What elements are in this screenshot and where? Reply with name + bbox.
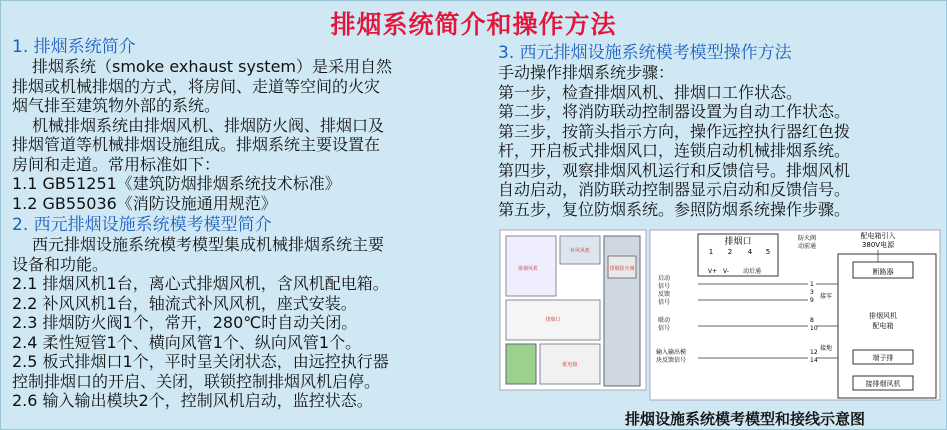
breaker-label: 断路器 [872, 268, 894, 276]
s3-step: 第三步，按箭头指示方向，操作远控执行器红色拨 [498, 121, 851, 141]
s2-line: 设备和功能。 [12, 254, 109, 274]
left-label: 反馈 [658, 291, 671, 298]
standard-item: 1.2 GB55036《消防设施通用规范》 [12, 193, 277, 213]
s3-step: 自动启动，消防联动控制器显示启动和反馈信号。 [498, 180, 851, 199]
terminal-no: 2 [727, 248, 733, 256]
term-a: 3 [810, 289, 814, 296]
section-2-heading: 2. 西元排烟设施系统模考模型简介 [12, 215, 272, 235]
power-title: 配电箱引入 [860, 232, 896, 240]
terminal-no: 5 [765, 248, 771, 256]
box-label: V- [723, 268, 729, 275]
term-a: 9 [810, 297, 814, 304]
ground-label: 接地 [820, 345, 833, 352]
model-diagram [498, 226, 943, 406]
s1-line: 排烟或机械排烟的方式，将房间、走道等空间的火灾 [12, 76, 381, 96]
cabinet-label: 配电箱 [872, 322, 894, 330]
model-label: 排烟防火阀 [609, 266, 635, 272]
left-label: 信号 [658, 325, 671, 332]
s2-item: 控制排烟口的开启、关闭，联锁控制排烟风机启停。 [12, 371, 381, 391]
left-label: 联动 [658, 317, 671, 324]
s2-item: 2.3 排烟防火阀1个，常开，280℃时自动关闭。 [12, 313, 358, 332]
left-label: 块反馈信号 [656, 357, 687, 364]
model-label: 排烟口 [545, 317, 561, 323]
zero-label: 接零 [820, 293, 833, 300]
model-figure [498, 226, 943, 428]
model-label: 配电箱 [562, 362, 578, 368]
s3-step: 第二步，将消防联动控制器设置为自动工作状态。 [498, 102, 851, 121]
section-1-heading: 1. 排烟系统简介 [12, 37, 136, 57]
terminal-no: 4 [747, 248, 753, 256]
left-label: 信号 [658, 299, 671, 306]
model-module [506, 344, 536, 384]
fire-damper-label: 防火阀 [798, 235, 817, 242]
s2-item: 2.5 板式排烟口1个，平时呈关闭状态，由远控执行器 [12, 352, 389, 371]
terminal-strip-label: 端子排 [872, 354, 894, 362]
fire-damper-label: 动前通 [798, 243, 817, 250]
model-label: 排烟风机 [517, 266, 539, 272]
left-label: 启动 [658, 275, 671, 282]
box-label: V+ [708, 268, 718, 275]
model-label: 补风风机 [569, 248, 591, 254]
s2-item: 2.2 补风风机1台，轴流式补风风机，座式安装。 [12, 293, 357, 313]
s2-line: 西元排烟设施系统模考模型集成机械排烟系统主要 [32, 235, 385, 254]
term-b: 10 [810, 325, 818, 332]
box-label: 动后通 [743, 268, 762, 275]
right-column [498, 43, 943, 219]
s1-line: 机械排烟系统由排烟风机、排烟防火阀、排烟口及 [32, 115, 385, 135]
s2-item: 2.6 输入输出模块2个，控制风机启动，监控状态。 [12, 391, 373, 410]
board-title: 排烟系统简介和操作方法 [330, 10, 617, 39]
power-sub: 380V电源 [861, 241, 895, 249]
cabinet-label: 排烟风机 [869, 312, 897, 320]
fan-connection-label: 接排烟风机 [865, 380, 901, 388]
terminal-no: 1 [708, 248, 714, 256]
s1-line: 烟气排至建筑物外部的系统。 [12, 96, 221, 115]
left-label: 输入输出模 [656, 349, 687, 356]
figure-caption: 排烟设施系统模考模型和接线示意图 [624, 410, 865, 428]
s2-item: 2.1 排烟风机1台，离心式排烟风机，含风机配电箱。 [12, 274, 389, 293]
s3-step: 杆，开启板式排烟风口，连锁启动机械排烟系统。 [498, 141, 851, 160]
section-3-heading: 3. 西元排烟设施系统模考模型操作方法 [498, 43, 792, 63]
s3-line: 手动操作排烟系统步骤： [498, 63, 675, 82]
s1-line: 房间和走道。常用标准如下： [12, 154, 221, 174]
standard-item: 1.1 GB51251《建筑防烟排烟系统技术标准》 [12, 174, 341, 193]
s3-step: 第一步，检查排烟风机、排烟口工作状态。 [498, 82, 803, 102]
left-column [12, 37, 492, 411]
term-c: 12 [810, 349, 818, 356]
term-a: 1 [810, 281, 814, 288]
s2-item: 2.4 柔性短管1个、横向风管1个、纵向风管1个。 [12, 332, 362, 352]
s3-step: 第五步，复位防烟系统。参照防烟系统操作步骤。 [498, 199, 851, 219]
left-label: 信号 [658, 283, 671, 290]
s1-line: 排烟系统（smoke exhaust system）是采用自然 [32, 57, 392, 76]
term-c: 14 [810, 357, 818, 364]
s3-step: 第四步，观察排烟风机运行和反馈信号。排烟风机 [498, 160, 851, 180]
s1-line: 排烟管道等机械排烟设施组成。排烟系统主要设置在 [12, 135, 381, 154]
outlet-title: 排烟口 [724, 237, 752, 247]
term-b: 8 [810, 317, 814, 324]
